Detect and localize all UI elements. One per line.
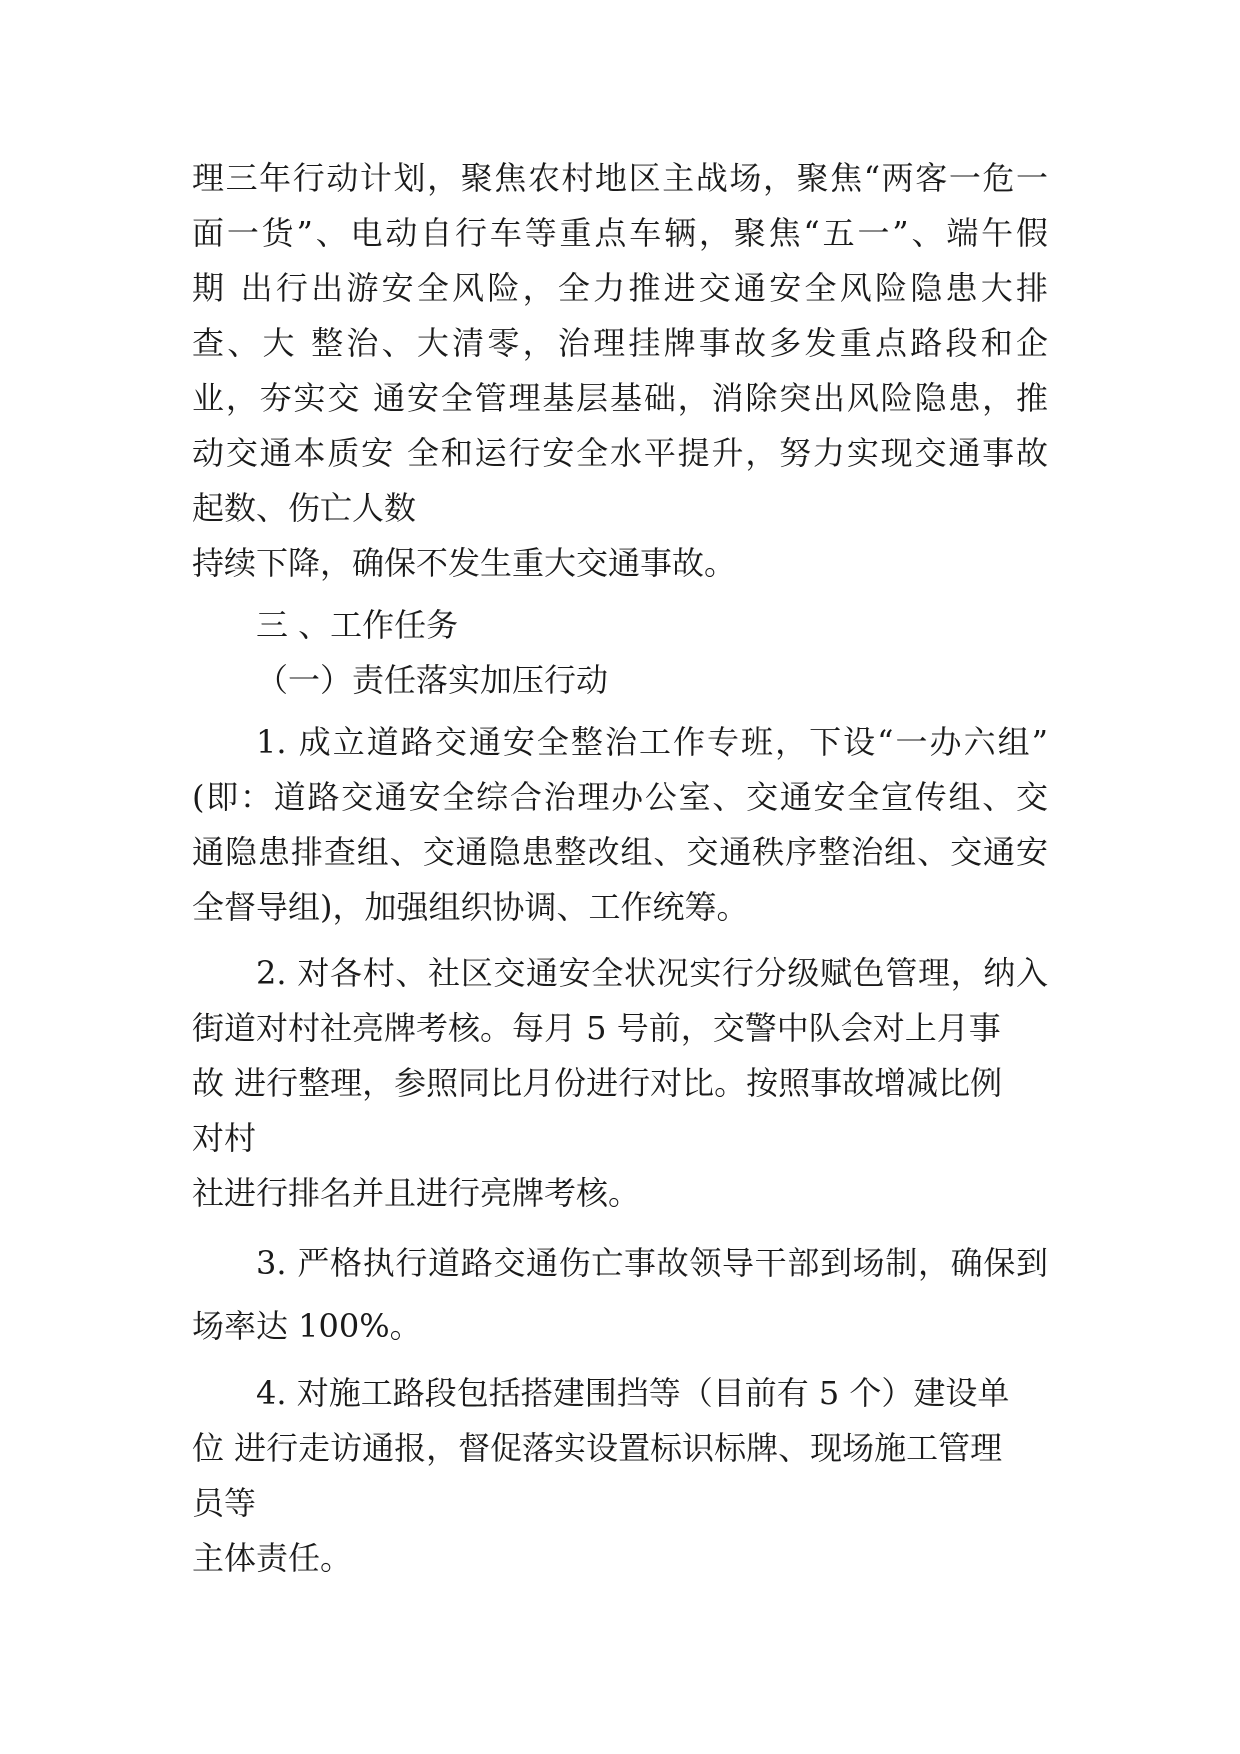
text-line: 全督导组)，加强组织协调、工作统筹。 (192, 888, 749, 926)
text-line: 街道对村社亮牌考核。每月 5 号前，交警中队会对上月事 (192, 1009, 1001, 1047)
text-line: 业，夯实交 通安全管理基层基础，消除突出风险隐患，推 (192, 379, 1048, 417)
list-item-1: 1. 成立道路交通安全整治工作专班，下设“一办六组” (256, 723, 1048, 761)
text-line: 期 出行出游安全风险，全力推进交通安全风险隐患大排 (192, 269, 1048, 307)
text-line: 位 进行走访通报，督促落实设置标识标牌、现场施工管理 (192, 1429, 1003, 1467)
section-heading: 三 、工作任务 (256, 606, 459, 644)
subsection-heading: （一）责任落实加压行动 (256, 661, 609, 699)
text-line: 故 进行整理，参照同比月份进行对比。按照事故增减比例 (192, 1064, 1003, 1102)
list-item-4: 4. 对施工路段包括搭建围挡等（目前有 5 个）建设单 (256, 1374, 1010, 1412)
text-line: 社进行排名并且进行亮牌考核。 (192, 1174, 641, 1212)
text-line: 理三年行动计划，聚焦农村地区主战场，聚焦“两客一危一 (192, 159, 1048, 197)
text-line: (即：道路交通安全综合治理办公室、交通安全宣传组、交 (192, 778, 1048, 816)
text-line: 员等 (192, 1484, 257, 1522)
text-line: 通隐患排查组、交通隐患整改组、交通秩序整治组、交通安 (192, 833, 1048, 871)
text-line: 对村 (192, 1119, 257, 1157)
list-item-2: 2. 对各村、社区交通安全状况实行分级赋色管理，纳入 (256, 954, 1048, 992)
text-line: 场率达 100%。 (192, 1307, 422, 1345)
text-line: 动交通本质安 全和运行安全水平提升，努力实现交通事故 (192, 434, 1048, 472)
text-line: 起数、伤亡人数 (192, 489, 417, 527)
text-line: 主体责任。 (192, 1539, 353, 1577)
text-line: 持续下降，确保不发生重大交通事故。 (192, 544, 737, 582)
list-item-3: 3. 严格执行道路交通伤亡事故领导干部到场制，确保到 (256, 1244, 1048, 1282)
text-line: 查、大 整治、大清零，治理挂牌事故多发重点路段和企 (192, 324, 1048, 362)
text-line: 面一货”、电动自行车等重点车辆，聚焦“五一”、端午假 (192, 214, 1048, 252)
